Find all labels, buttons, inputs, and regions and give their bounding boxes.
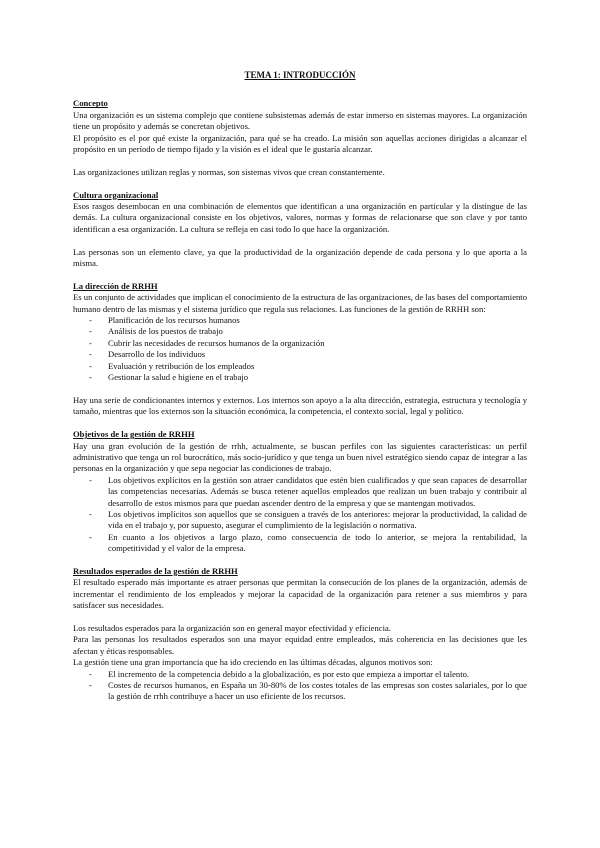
objectives-list [73,475,527,555]
reasons-list [73,669,527,703]
section-cultura [73,190,527,270]
list-item: - Cubrir las necesidades de recursos humanos de la organización [89,338,527,349]
paragraph: Hay una gran evolución de la gestión de rrhh, actualmente, se buscan perfiles con las siguientes características: un perfil administrativo que tenga un rol burocrático, más socio-jurídico y que tenga un buen nivel estratégico siendo capaz de integrar a las personas en la organización y que sepa negociar las condiciones de trabajo. [73,440,527,474]
paragraph: Una organización es un sistema complejo que contiene subsistemas además de estar inmerso en sistemas mayores. La organización tiene un propósito y además se concretan objetivos. [73,109,527,132]
paragraph: Esos rasgos desembocan en una combinación de elementos que identifican a una organización en particular y la distingue de las demás. La cultura organizacional consiste en los objetivos, valores, normas y formas de relacionarse que son clave y por tanto identifican a esa organización. La cultura se refleja en casi todo lo que hace la organización. [73,201,527,234]
paragraph: La gestión tiene una gran importancia que ha ido creciendo en las últimas décadas, algunos motivos son: [73,657,433,668]
list-item: - Evaluación y retribución de los empleados [89,361,527,372]
document-page [73,70,527,703]
section-heading-objetivos: Objetivos de la gestión de RRHH [73,429,195,440]
section-resultados [73,566,527,703]
paragraph: El propósito es el por qué existe la organización, para qué se ha creado. La misión son aquellas acciones dirigidas a alcanzar el propósito en un período de tiempo fijado y la visión es el ideal que le gustaría alcanzar. [73,132,527,155]
section-direccion [73,281,527,418]
paragraph: Es un conjunto de actividades que implican el conocimiento de la estructura de las organizaciones, de las bases del comportamiento humano dentro de las mismas y el sistema jurídico que regula sus relaciones. Las funciones de la gestión de RRHH son: [73,292,527,314]
paragraph: Hay una serie de condicionantes internos y externos. Los internos son apoyo a la alta dirección, estrategia, estructura y tecnología y tamaño, mientras que los externos son la situación económica, la competencia, el contexto social, legal y político. [73,394,527,417]
list-item: - Planificación de los recursos humanos [89,315,527,326]
paragraph: El resultado esperado más importante es atraer personas que permitan la consecución de los planes de la organización, además de incrementar el rendimiento de los empleados y mejorar la capacidad de la organización para retener a sus miembros y para satisfacer sus necesidades. [73,577,527,611]
list-item: - Los objetivos implícitos son aquellos que se consiguen a través de los anteriores: mejorar la productividad, la calidad de vida en el trabajo y, por supuesto, asegurar el cumplimiento de la legislación o normativa. [89,509,527,532]
list-item: - Costes de recursos humanos, en España un 30-80% de los costes totales de las empresas son costes salariales, por lo que la gestión de rrhh contribuye a hacer un uso eficiente de los recursos. [89,680,527,703]
document-title: TEMA 1: INTRODUCCIÓN [244,70,356,80]
list-item: - Gestionar la salud e higiene en el trabajo [89,372,527,383]
paragraph: Los resultados esperados para la organización son en general mayor efectividad y eficiencia. [73,622,391,633]
list-item: - Análisis de los puestos de trabajo [89,326,527,337]
section-concepto [73,98,527,178]
section-heading-resultados: Resultados esperados de la gestión de RRHH [73,565,238,576]
list-item: - Los objetivos explícitos en la gestión son atraer candidatos que estén bien cualificados y que sean capaces de desarrollar las competencias necesarias. Además se busca retener aquellos empleados que realizan un buen trabajo y contribuir al desarrollo de estos mismos para que puedan ascender dentro de la empresa y que se mantengan motivados. [89,475,527,509]
paragraph: Las personas son un elemento clave, ya que la productividad de la organización depende de cada persona y lo que aporta a la misma. [73,246,527,269]
list-item: - En cuanto a los objetivos a largo plazo, como consecuencia de todo lo anterior, se mejora la rentabilidad, la competitividad y el valor de la empresa. [89,532,527,555]
functions-list [73,315,527,383]
paragraph: Las organizaciones utilizan reglas y normas, son sistemas vivos que crean constantemente. [73,166,385,177]
section-heading-concepto: Concepto [73,98,108,109]
paragraph: Para las personas los resultados esperados son una mayor equidad entre empleados, más coherencia en las decisiones que les afectan y éticas responsables. [73,634,527,656]
list-item: - El incremento de la competencia debido a la globalización, es por esto que empieza a importar el talento. [89,669,527,680]
section-heading-direccion: La dirección de RRHH [73,280,158,291]
section-heading-cultura: Cultura organizacional [73,189,159,200]
section-objetivos [73,429,527,554]
list-item: - Desarrollo de los individuos [89,349,527,360]
